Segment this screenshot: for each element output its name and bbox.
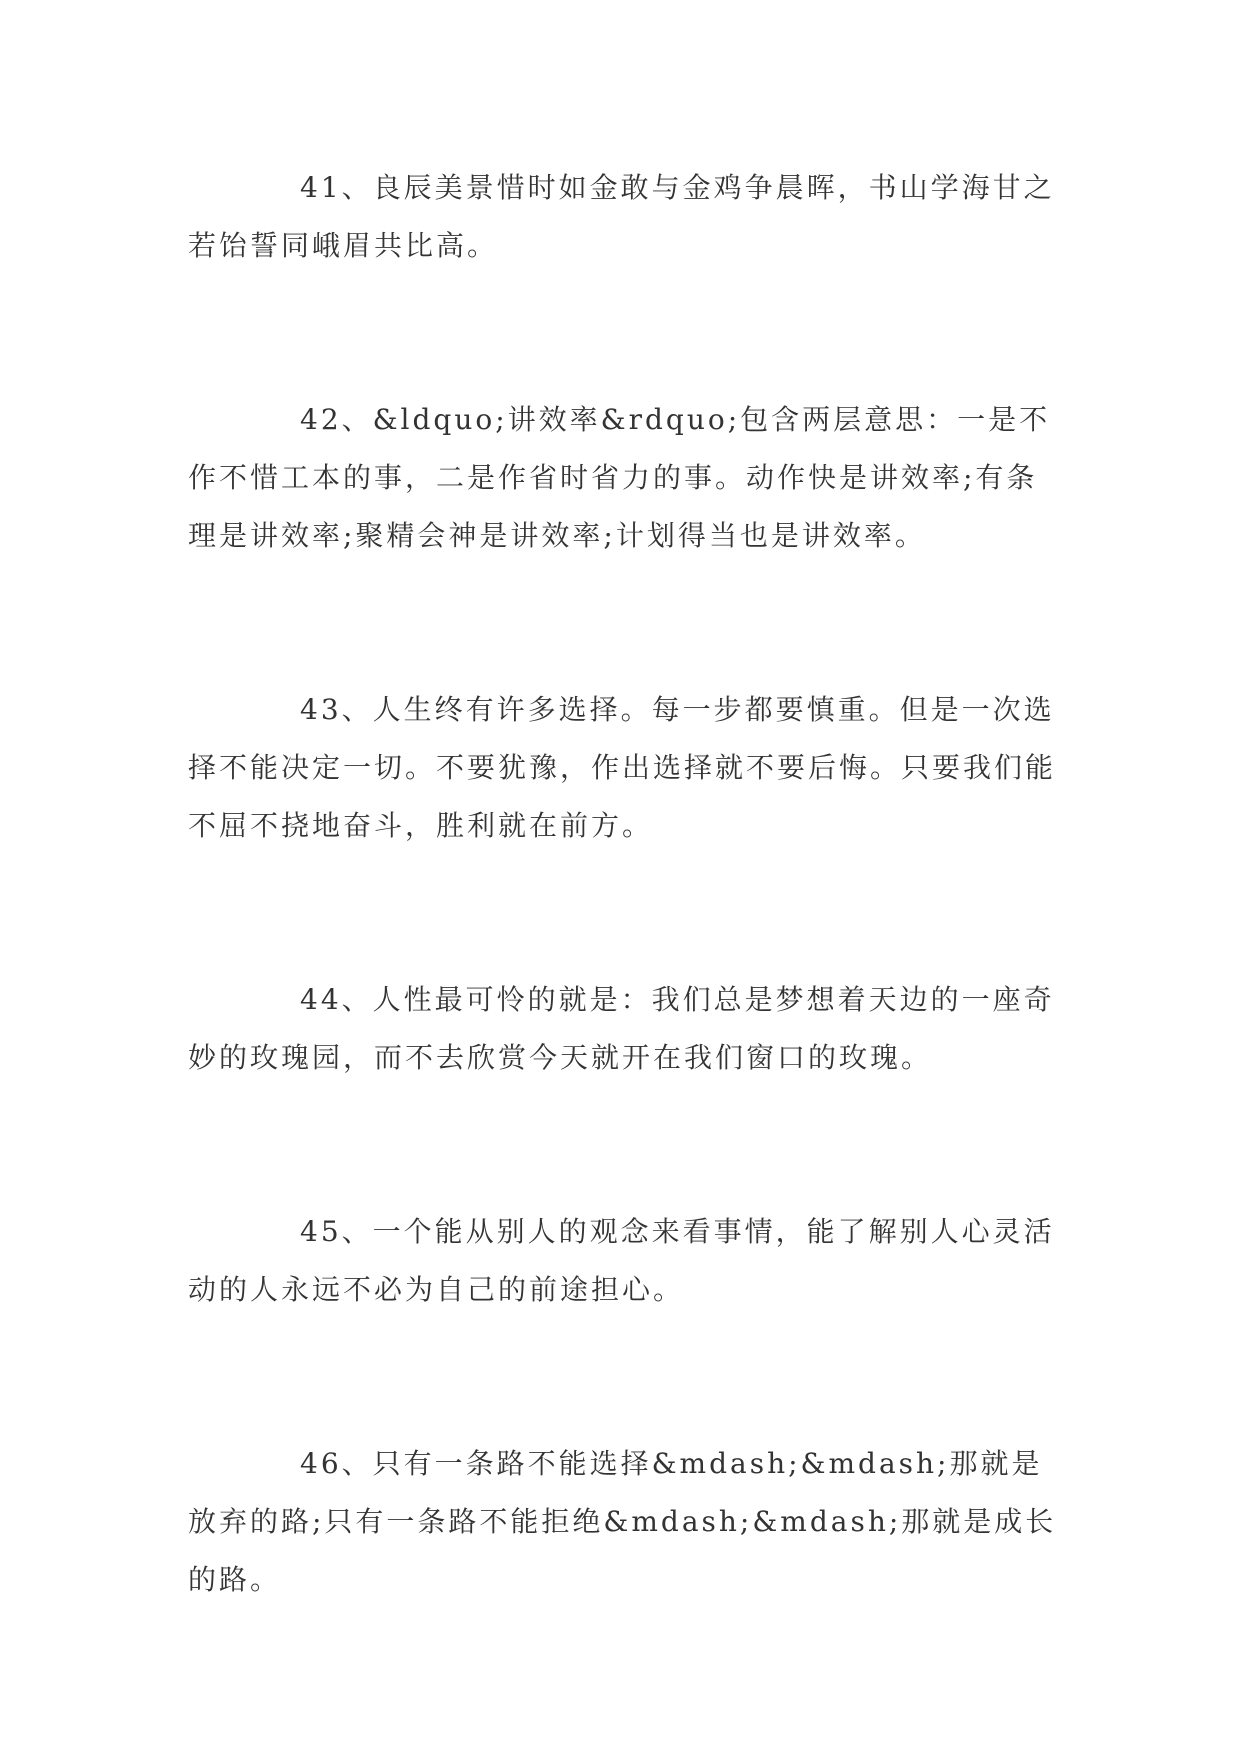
paragraph-41: 41、良辰美景惜时如金敢与金鸡争晨晖，书山学海甘之若饴誓同峨眉共比高。 — [188, 171, 1055, 262]
paragraph-43: 43、人生终有许多选择。每一步都要慎重。但是一次选择不能决定一切。不要犹豫，作出选择就不要后悔。只要我们能不屈不挠地奋斗，胜利就在前方。 — [188, 693, 1057, 842]
paragraph-44: 44、人性最可怜的就是：我们总是梦想着天边的一座奇妙的玫瑰园，而不去欣赏今天就开在我们窗口的玫瑰。 — [188, 983, 1055, 1074]
paragraph-46: 46、只有一条路不能选择&mdash;&mdash;那就是放弃的路;只有一条路不能拒绝&mdash;&mdash;那就是成长的路。 — [188, 1447, 1057, 1596]
paragraph-45: 45、一个能从别人的观念来看事情，能了解别人心灵活动的人永远不必为自己的前途担心。 — [188, 1215, 1055, 1306]
paragraph-42: 42、&ldquo;讲效率&rdquo;包含两层意思：一是不作不惜工本的事，二是作省时省力的事。动作快是讲效率;有条理是讲效率;聚精会神是讲效率;计划得当也是讲效率。 — [188, 403, 1051, 552]
